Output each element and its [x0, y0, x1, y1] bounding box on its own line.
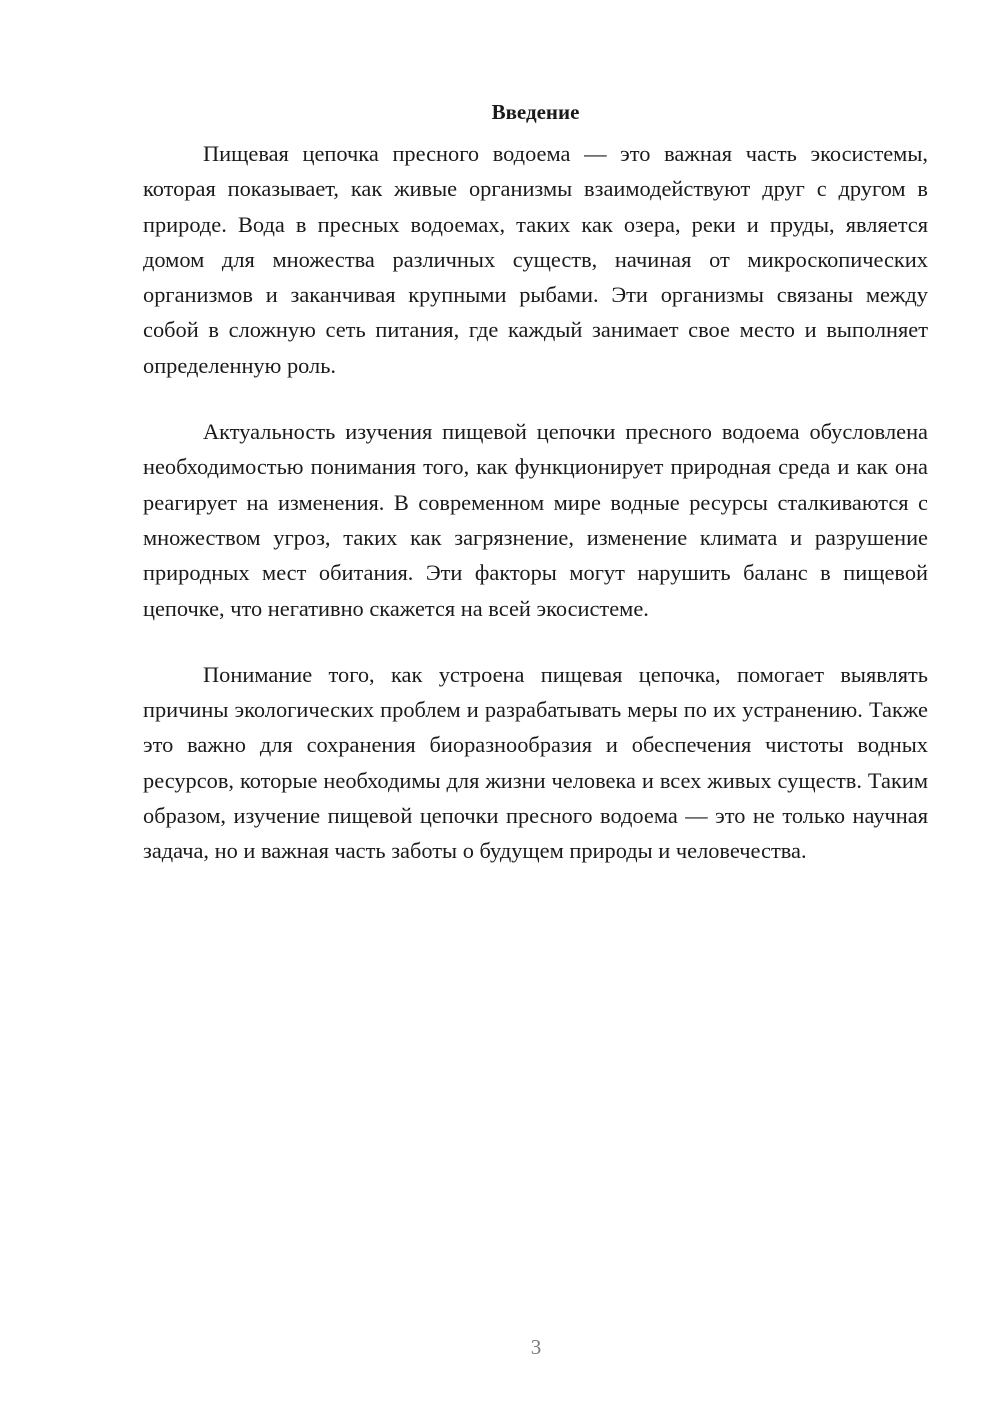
- page-number: 3: [530, 1335, 542, 1359]
- paragraph-conclusion: Понимание того, как устроена пищевая цепочка, помогает выявлять причины экологических проблем и разрабатывать меры по их устранению. Также это важно для сохранения биоразнообразия и обеспечения чистоты водных ресурсов, которые необходимы для жизни человека и всех живых существ. Таким образом, изучение пищевой цепочки пресного водоема — это не только научная задача, но и важная часть заботы о будущем природы и человечества.: [143, 661, 928, 864]
- paragraph-relevance: Актуальность изучения пищевой цепочки пресного водоема обусловлена необходимостью понимания того, как функционирует природная среда и как она реагирует на изменения. В современном мире водные ресурсы сталкиваются с множеством угроз, таких как загрязнение, изменение климата и разрушение природных мест обитания. Эти факторы могут нарушить баланс в пищевой цепочке, что негативно скажется на всей экосистеме.: [143, 419, 928, 621]
- page-content: [143, 95, 928, 900]
- section-heading: Введение: [491, 100, 580, 124]
- paragraph-intro: Пищевая цепочка пресного водоема — это важная часть экосистемы, которая показывает, как живые организмы взаимодействуют друг с другом в природе. Вода в пресных водоемах, таких как озера, реки и пруды, является домом для множества различных существ, начиная от микроскопических организмов и заканчивая крупными рыбами. Эти организмы связаны между собой в сложную сеть питания, где каждый занимает свое место и выполняет определенную роль.: [143, 141, 928, 378]
